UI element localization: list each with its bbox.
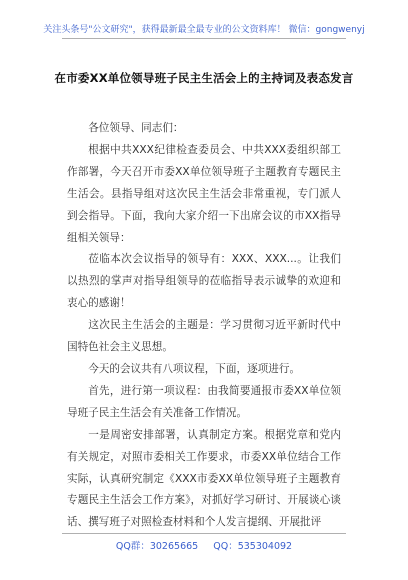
footer-qq-group: QQ群：30265665 bbox=[115, 541, 199, 552]
document-body bbox=[67, 118, 341, 534]
header-divider bbox=[62, 38, 346, 39]
footer-divider bbox=[62, 533, 346, 534]
footer-qq: QQ：535304092 bbox=[213, 541, 293, 552]
paragraph: 一是周密安排部署，认真制定方案。根据党章和党内有关规定，对照市委相关工作要求，市委XX单位结合工作实际，认真研究制定《XXX市委XX单位领导班子主题教育专题民主生活会工作方案》，对抓好学习研讨、开展谈心谈话、撰写班子对照检查材料和个人发言提纲、开展批评 bbox=[67, 428, 341, 529]
document-title: 在市委XX单位领导班子民主生活会上的主持词及表态发言 bbox=[54, 71, 354, 85]
paragraph: 这次民主生活会的主题是：学习贯彻习近平新时代中国特色社会主义思想。 bbox=[67, 319, 341, 354]
paragraph: 根据中共XXX纪律检查委员会、中共XXX委组织部工作部署，今天召开市委XX单位领导班子主题教育专题民主生活会。县指导组对这次民主生活会非常重视，专门派人到会指导。下面，我向大家介绍一下出席会议的市XX指导组相关领导： bbox=[67, 143, 341, 244]
header-note: 关注头条号"公文研究"，获得最新最全最专业的公文资料库！ 微信：gongwenyj bbox=[43, 25, 365, 35]
footer bbox=[0, 538, 408, 552]
paragraph: 今天的会议共有八项议程，下面，逐项进行。 bbox=[88, 362, 301, 375]
paragraph-salutation: 各位领导、同志们： bbox=[88, 122, 184, 134]
paragraph: 莅临本次会议指导的领导有：XXX、XXX...。让我们以热烈的掌声对指导组领导的莅临指导表示诚挚的欢迎和衷心的感谢！ bbox=[67, 253, 341, 310]
paragraph: 首先，进行第一项议程：由我简要通报市委XX单位领导班子民主生活会有关准备工作情况。 bbox=[67, 384, 341, 419]
